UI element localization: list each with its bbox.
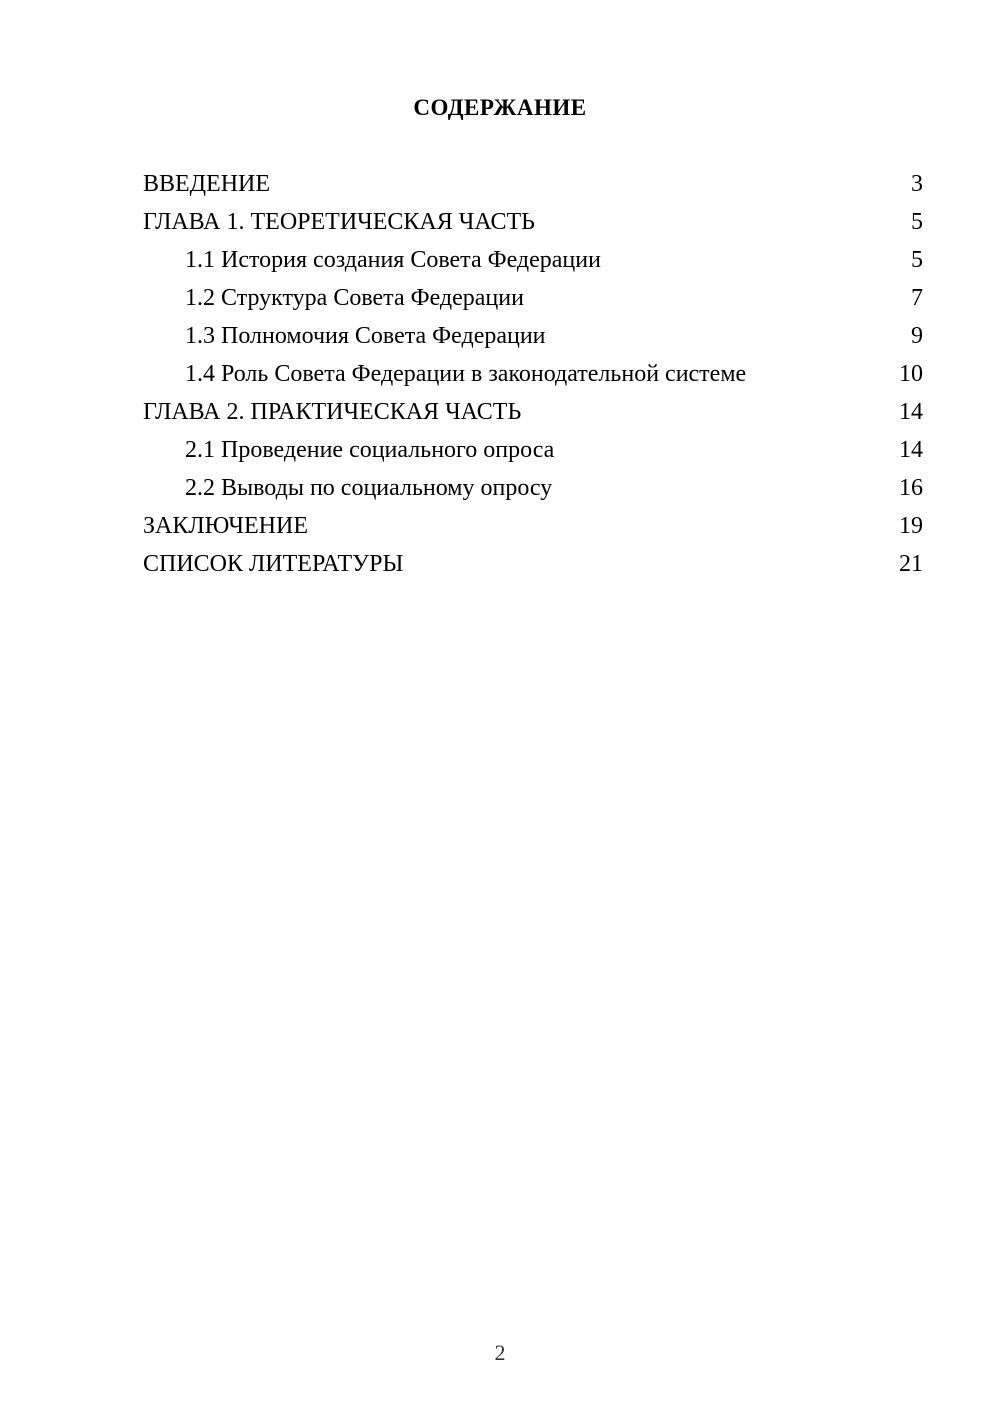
- toc-entry-page-number: 10: [899, 361, 923, 387]
- toc-entry-page-number: 14: [899, 399, 923, 425]
- toc-entry-label: 2.1 Проведение социального опроса: [185, 437, 555, 463]
- toc-entry[interactable]: [143, 203, 923, 241]
- toc-entry-page-number: 5: [911, 209, 923, 235]
- toc-entry[interactable]: [143, 165, 923, 203]
- table-of-contents: [143, 165, 923, 583]
- toc-entry-page-number: 9: [911, 323, 923, 349]
- toc-entry-label: 1.1 История создания Совета Федерации: [185, 247, 601, 273]
- toc-entry-page-number: 7: [911, 285, 923, 311]
- toc-entry[interactable]: [143, 393, 923, 431]
- toc-entry[interactable]: [143, 545, 923, 583]
- toc-entry[interactable]: [143, 507, 923, 545]
- toc-entry[interactable]: [143, 431, 923, 469]
- footer-page-number: 2: [494, 1340, 506, 1365]
- toc-entry-label: 1.4 Роль Совета Федерации в законодательной системе: [185, 361, 747, 387]
- toc-entry[interactable]: [143, 279, 923, 317]
- toc-entry-page-number: 16: [899, 475, 923, 501]
- page-title: СОДЕРЖАНИЕ: [413, 95, 587, 120]
- toc-entry-label: СПИСОК ЛИТЕРАТУРЫ: [143, 551, 404, 577]
- toc-entry-page-number: 21: [899, 551, 923, 577]
- toc-entry-page-number: 3: [911, 171, 923, 197]
- toc-entry-label: ГЛАВА 2. ПРАКТИЧЕСКАЯ ЧАСТЬ: [143, 399, 522, 425]
- toc-entry-label: 2.2 Выводы по социальному опросу: [185, 475, 553, 501]
- toc-entry-label: 1.2 Структура Совета Федерации: [185, 285, 524, 311]
- toc-entry-label: ВВЕДЕНИЕ: [143, 171, 271, 197]
- toc-entry-page-number: 14: [899, 437, 923, 463]
- toc-entry-label: 1.3 Полномочия Совета Федерации: [185, 323, 546, 349]
- toc-entry[interactable]: [143, 241, 923, 279]
- toc-entry[interactable]: [143, 469, 923, 507]
- toc-entry-label: ЗАКЛЮЧЕНИЕ: [143, 513, 308, 539]
- toc-entry[interactable]: [143, 355, 923, 393]
- toc-entry-page-number: 5: [911, 247, 923, 273]
- toc-entry-page-number: 19: [899, 513, 923, 539]
- toc-entry[interactable]: [143, 317, 923, 355]
- toc-entry-label: ГЛАВА 1. ТЕОРЕТИЧЕСКАЯ ЧАСТЬ: [143, 209, 535, 235]
